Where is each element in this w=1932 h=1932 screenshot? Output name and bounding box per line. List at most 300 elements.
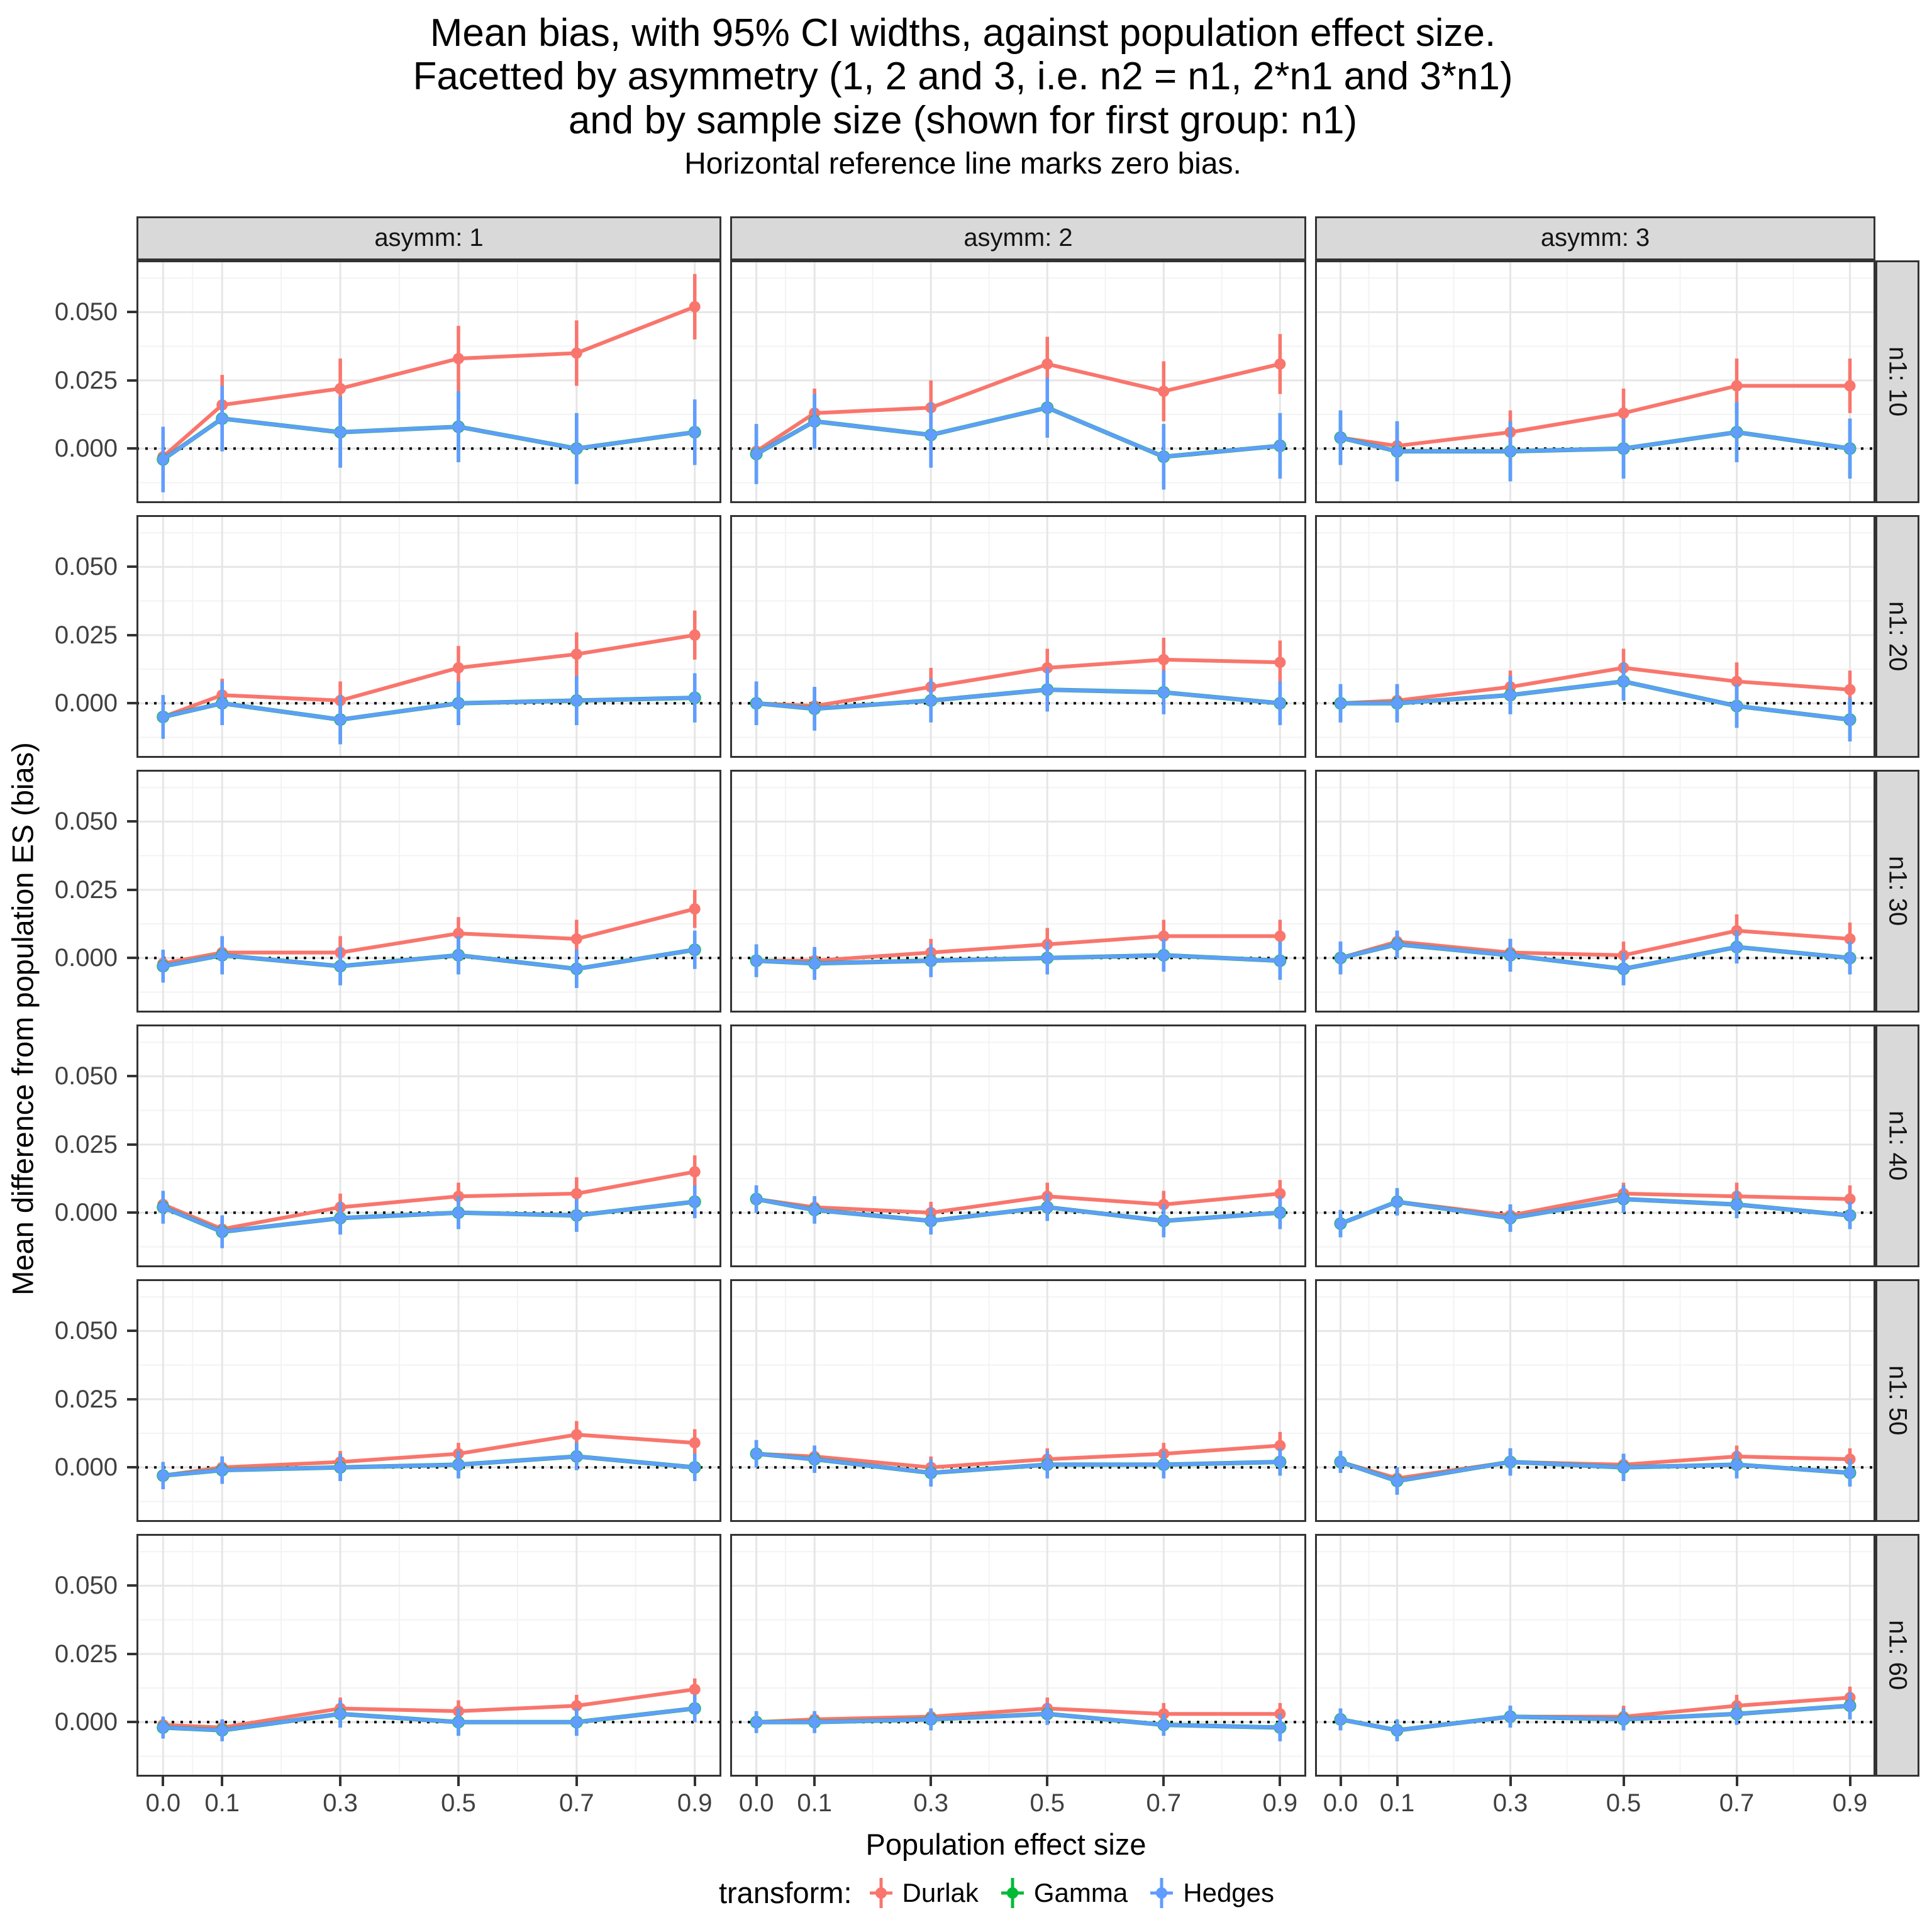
data-point xyxy=(571,695,582,706)
panel-plot xyxy=(1315,260,1875,503)
y-tick-label: 0.000 xyxy=(54,435,118,463)
data-point xyxy=(1731,701,1743,712)
panel-plot xyxy=(136,770,721,1013)
panel-background xyxy=(136,1279,721,1522)
y-tick-mark xyxy=(127,1653,136,1655)
y-axis-ticks xyxy=(6,515,136,758)
data-point xyxy=(1845,443,1856,454)
data-point xyxy=(1158,1459,1169,1470)
title-line-1: Mean bias, with 95% CI widths, against population effect size. xyxy=(430,11,1496,55)
legend-title: transform: xyxy=(718,1876,852,1910)
data-point xyxy=(1731,941,1743,953)
data-point xyxy=(216,1226,228,1238)
data-point xyxy=(751,448,762,460)
data-point xyxy=(216,697,228,709)
x-tick-label: 0.3 xyxy=(1492,1789,1528,1817)
data-point xyxy=(1158,1719,1169,1731)
data-point xyxy=(809,958,820,969)
facet-row-strip-label: n1: 40 xyxy=(1884,1111,1912,1181)
panel-plot xyxy=(1315,770,1875,1013)
facet-panel xyxy=(136,1534,721,1777)
data-point xyxy=(1274,358,1285,370)
y-tick-mark xyxy=(127,1143,136,1146)
data-point xyxy=(453,1459,464,1470)
data-point xyxy=(453,1716,464,1728)
data-point xyxy=(1274,697,1285,709)
data-point xyxy=(1158,950,1169,961)
facet-row-strip-label: n1: 10 xyxy=(1884,347,1912,417)
panel-row xyxy=(6,1534,1919,1777)
data-point xyxy=(925,1714,936,1725)
x-tick-mark xyxy=(1340,1777,1342,1786)
panel-row xyxy=(6,770,1919,1013)
data-point xyxy=(1274,930,1285,941)
y-tick-label: 0.050 xyxy=(54,553,118,581)
data-point xyxy=(1392,446,1403,457)
y-axis-ticks xyxy=(6,1279,136,1522)
data-point xyxy=(1158,654,1169,665)
gamma-pointrange-icon xyxy=(997,1875,1028,1911)
data-point xyxy=(809,1716,820,1728)
data-point xyxy=(335,714,346,725)
panel-background xyxy=(136,770,721,1013)
data-point xyxy=(453,662,464,674)
facet-column-strip: asymm: 1 xyxy=(136,216,721,260)
data-point xyxy=(925,1467,936,1479)
facet-panel xyxy=(1315,1279,1875,1522)
data-point xyxy=(689,1684,701,1695)
x-tick-label: 0.7 xyxy=(1146,1789,1182,1817)
panel-plot xyxy=(136,1279,721,1522)
data-point xyxy=(689,1437,701,1448)
y-tick-label: 0.025 xyxy=(54,1385,118,1413)
data-point xyxy=(1731,1459,1743,1470)
x-axis-ticks xyxy=(136,1777,721,1824)
x-tick-mark xyxy=(457,1777,460,1786)
panel-row xyxy=(6,260,1919,503)
y-tick-mark xyxy=(127,957,136,959)
x-axis-title: Population effect size xyxy=(865,1827,1146,1861)
data-point xyxy=(925,1215,936,1226)
data-point xyxy=(1731,426,1743,438)
x-tick-label: 0.1 xyxy=(797,1789,832,1817)
data-point xyxy=(453,1207,464,1218)
y-tick-mark xyxy=(127,702,136,704)
x-tick-mark xyxy=(813,1777,816,1786)
data-point xyxy=(571,1188,582,1199)
panel-plot xyxy=(730,515,1306,758)
data-point xyxy=(571,648,582,660)
data-point xyxy=(1335,952,1346,963)
panel-plot xyxy=(136,1534,721,1777)
y-tick-label: 0.050 xyxy=(54,298,118,326)
panel-plot xyxy=(730,1279,1306,1522)
panel-plot xyxy=(730,260,1306,503)
data-point xyxy=(571,1716,582,1728)
y-tick-label: 0.050 xyxy=(54,808,118,836)
facet-panel xyxy=(1315,1024,1875,1267)
data-point xyxy=(809,416,820,427)
data-point xyxy=(1274,1722,1285,1733)
y-tick-mark xyxy=(127,565,136,568)
panel-background xyxy=(1315,770,1875,1013)
data-point xyxy=(1845,1210,1856,1221)
data-point xyxy=(335,426,346,438)
data-point xyxy=(453,697,464,709)
data-point xyxy=(216,413,228,424)
facet-row-strip xyxy=(1875,1024,1919,1267)
data-point xyxy=(751,697,762,709)
data-point xyxy=(1335,697,1346,709)
facet-row-strip xyxy=(1875,515,1919,758)
data-point xyxy=(1392,697,1403,709)
data-point xyxy=(1618,1462,1629,1473)
data-point xyxy=(335,383,346,394)
y-tick-label: 0.025 xyxy=(54,875,118,904)
x-tick-mark xyxy=(1279,1777,1281,1786)
data-point xyxy=(1335,1714,1346,1725)
legend-items xyxy=(866,1875,1294,1911)
facet-panel xyxy=(1315,515,1875,758)
x-tick-mark xyxy=(1046,1777,1048,1786)
x-tick-mark xyxy=(1396,1777,1399,1786)
data-point xyxy=(1845,1467,1856,1479)
below-plot-area xyxy=(136,1827,1875,1911)
data-point xyxy=(1041,1708,1053,1719)
data-point xyxy=(335,1213,346,1224)
data-point xyxy=(571,347,582,358)
chart-subtitle: Horizontal reference line marks zero bias. xyxy=(684,147,1241,181)
panel-background xyxy=(1315,515,1875,758)
x-tick-mark xyxy=(1849,1777,1852,1786)
facet-row-strip-label: n1: 60 xyxy=(1884,1620,1912,1690)
facet-row-strip xyxy=(1875,770,1919,1013)
y-tick-mark xyxy=(127,1211,136,1214)
facet-grid xyxy=(6,216,1919,1824)
y-tick-label: 0.050 xyxy=(54,1062,118,1091)
data-point xyxy=(335,960,346,972)
data-point xyxy=(1274,1456,1285,1467)
facet-row-strip xyxy=(1875,1534,1919,1777)
x-tick-mark xyxy=(694,1777,696,1786)
facet-panel xyxy=(1315,770,1875,1013)
data-point xyxy=(1158,1215,1169,1226)
durlak-pointrange-icon xyxy=(866,1875,896,1911)
title-line-2: Facetted by asymmetry (1, 2 and 3, i.e. n2 = n1, 2*n1 and 3*n1) xyxy=(413,55,1513,99)
y-axis-ticks xyxy=(6,770,136,1013)
data-point xyxy=(1274,657,1285,668)
x-axis-ticks xyxy=(1315,1777,1875,1824)
data-point xyxy=(809,703,820,714)
legend-item-gamma xyxy=(997,1875,1128,1911)
data-point xyxy=(1845,952,1856,963)
panel-background xyxy=(730,515,1306,758)
facet-panel xyxy=(730,1534,1306,1777)
x-tick-label: 0.5 xyxy=(441,1789,476,1817)
y-axis-ticks xyxy=(6,1024,136,1267)
data-point xyxy=(1731,380,1743,391)
y-tick-mark xyxy=(127,1398,136,1401)
panel-plot xyxy=(136,515,721,758)
data-point xyxy=(1845,714,1856,725)
data-point xyxy=(689,426,701,438)
facet-panel xyxy=(730,1024,1306,1267)
panel-row xyxy=(6,515,1919,758)
data-point xyxy=(1335,1456,1346,1467)
panel-background xyxy=(1315,1024,1875,1267)
data-point xyxy=(1392,938,1403,950)
panel-plot xyxy=(1315,1024,1875,1267)
panel-plot xyxy=(1315,1279,1875,1522)
data-point xyxy=(689,692,701,703)
data-point xyxy=(689,903,701,914)
y-tick-label: 0.025 xyxy=(54,1640,118,1668)
data-point xyxy=(689,1196,701,1208)
data-point xyxy=(689,1462,701,1473)
facet-panel xyxy=(730,260,1306,503)
facet-panel xyxy=(730,1279,1306,1522)
data-point xyxy=(1505,1711,1516,1722)
data-point xyxy=(1041,402,1053,413)
panel-row xyxy=(6,1024,1919,1267)
x-tick-mark xyxy=(221,1777,223,1786)
x-tick-mark xyxy=(930,1777,932,1786)
panel-row xyxy=(6,1279,1919,1522)
data-point xyxy=(571,1451,582,1462)
facet-row-strip-label: n1: 30 xyxy=(1884,856,1912,926)
facet-panel xyxy=(730,515,1306,758)
data-point xyxy=(1392,1475,1403,1487)
y-tick-mark xyxy=(127,1584,136,1587)
data-point xyxy=(689,1702,701,1714)
data-point xyxy=(1158,451,1169,462)
data-point xyxy=(216,1724,228,1736)
y-tick-label: 0.000 xyxy=(54,1453,118,1482)
data-point xyxy=(1618,963,1629,975)
y-tick-label: 0.000 xyxy=(54,689,118,718)
y-axis-ticks xyxy=(6,260,136,503)
y-tick-label: 0.025 xyxy=(54,366,118,394)
data-point xyxy=(1505,446,1516,457)
data-point xyxy=(1618,675,1629,687)
panel-background xyxy=(730,260,1306,503)
data-point xyxy=(1845,1700,1856,1711)
data-point xyxy=(453,950,464,961)
x-tick-mark xyxy=(1736,1777,1738,1786)
facet-panel xyxy=(1315,1534,1875,1777)
facet-row-strip xyxy=(1875,260,1919,503)
data-point xyxy=(1041,952,1053,963)
x-tick-label: 0.0 xyxy=(738,1789,774,1817)
facet-panel xyxy=(136,515,721,758)
x-axis-row xyxy=(6,1777,1919,1824)
legend-item-label: Durlak xyxy=(902,1877,979,1907)
data-point xyxy=(453,421,464,432)
x-tick-label: 0.7 xyxy=(559,1789,594,1817)
data-point xyxy=(1505,689,1516,701)
data-point xyxy=(216,950,228,961)
data-point xyxy=(571,1429,582,1440)
y-tick-mark xyxy=(127,1330,136,1332)
panel-background xyxy=(136,260,721,503)
legend-item-durlak xyxy=(866,1875,979,1911)
y-tick-label: 0.050 xyxy=(54,1317,118,1345)
facet-panel xyxy=(136,260,721,503)
data-point xyxy=(751,1448,762,1459)
y-tick-mark xyxy=(127,379,136,382)
panel-background xyxy=(1315,260,1875,503)
y-tick-mark xyxy=(127,820,136,823)
y-tick-label: 0.050 xyxy=(54,1572,118,1600)
data-point xyxy=(809,1453,820,1465)
data-point xyxy=(751,1193,762,1204)
y-axis-ticks xyxy=(6,1534,136,1777)
facet-panel xyxy=(730,770,1306,1013)
panel-plot xyxy=(136,260,721,503)
x-tick-mark xyxy=(1162,1777,1165,1786)
facet-column-strip: asymm: 2 xyxy=(730,216,1306,260)
data-point xyxy=(1505,1456,1516,1467)
data-point xyxy=(453,353,464,364)
data-point xyxy=(216,1465,228,1476)
x-tick-mark xyxy=(1509,1777,1512,1786)
legend-item-label: Hedges xyxy=(1183,1877,1275,1907)
y-tick-mark xyxy=(127,311,136,313)
data-point xyxy=(1731,1199,1743,1210)
legend-item-label: Gamma xyxy=(1033,1877,1128,1907)
data-point xyxy=(925,695,936,706)
data-point xyxy=(1335,432,1346,443)
facet-row-strip xyxy=(1875,1279,1919,1522)
title-line-3: and by sample size (shown for first group: n1) xyxy=(568,98,1358,142)
data-point xyxy=(1335,1218,1346,1230)
y-axis-title: Mean difference from population ES (bias) xyxy=(6,742,40,1296)
panel-background xyxy=(730,1534,1306,1777)
data-point xyxy=(1845,684,1856,695)
y-tick-label: 0.000 xyxy=(54,1199,118,1227)
panel-background xyxy=(136,1534,721,1777)
data-point xyxy=(751,1716,762,1728)
chart-header xyxy=(6,11,1919,182)
x-tick-label: 0.5 xyxy=(1606,1789,1641,1817)
data-point xyxy=(157,1722,169,1733)
data-point xyxy=(157,960,169,972)
legend xyxy=(136,1875,1875,1911)
data-point xyxy=(157,1470,169,1481)
panel-plot xyxy=(1315,1534,1875,1777)
data-point xyxy=(751,955,762,967)
panel-plot xyxy=(730,1024,1306,1267)
panel-background xyxy=(730,770,1306,1013)
data-point xyxy=(689,301,701,313)
x-tick-label: 0.0 xyxy=(145,1789,181,1817)
x-tick-label: 0.9 xyxy=(677,1789,713,1817)
data-point xyxy=(1505,1213,1516,1224)
facet-panel xyxy=(136,770,721,1013)
data-point xyxy=(157,711,169,723)
data-point xyxy=(1845,380,1856,391)
panel-background xyxy=(730,1279,1306,1522)
data-point xyxy=(1618,408,1629,419)
data-point xyxy=(689,630,701,641)
y-tick-label: 0.025 xyxy=(54,1130,118,1158)
data-point xyxy=(1041,1459,1053,1470)
data-point xyxy=(1041,1201,1053,1213)
facet-row-strip-label: n1: 50 xyxy=(1884,1365,1912,1436)
data-point xyxy=(571,1210,582,1221)
facet-strip-row xyxy=(6,216,1919,260)
x-tick-label: 0.1 xyxy=(1379,1789,1415,1817)
data-point xyxy=(1041,358,1053,370)
x-tick-label: 0.7 xyxy=(1719,1789,1755,1817)
data-point xyxy=(809,1204,820,1216)
y-tick-label: 0.000 xyxy=(54,944,118,972)
data-point xyxy=(1392,1724,1403,1736)
data-point xyxy=(1392,1196,1403,1208)
y-tick-mark xyxy=(127,889,136,891)
x-tick-label: 0.1 xyxy=(204,1789,240,1817)
x-axis-ticks xyxy=(730,1777,1306,1824)
x-tick-mark xyxy=(1623,1777,1625,1786)
data-point xyxy=(335,1462,346,1473)
data-point xyxy=(157,454,169,465)
x-tick-mark xyxy=(339,1777,341,1786)
data-point xyxy=(1618,1714,1629,1725)
y-tick-mark xyxy=(127,1466,136,1468)
data-point xyxy=(1041,684,1053,695)
panel-plot xyxy=(730,1534,1306,1777)
panel-plot xyxy=(730,770,1306,1013)
data-point xyxy=(1274,1207,1285,1218)
x-tick-label: 0.3 xyxy=(913,1789,948,1817)
y-tick-mark xyxy=(127,634,136,636)
data-point xyxy=(925,955,936,967)
facet-panel xyxy=(136,1279,721,1522)
panel-plot xyxy=(136,1024,721,1267)
x-tick-label: 0.5 xyxy=(1030,1789,1065,1817)
data-point xyxy=(571,963,582,975)
data-point xyxy=(1618,1193,1629,1204)
panel-background xyxy=(730,1024,1306,1267)
x-tick-label: 0.9 xyxy=(1262,1789,1298,1817)
x-tick-mark xyxy=(162,1777,164,1786)
panel-background xyxy=(1315,1534,1875,1777)
data-point xyxy=(689,1166,701,1177)
panel-plot xyxy=(1315,515,1875,758)
data-point xyxy=(1274,955,1285,967)
data-point xyxy=(571,443,582,454)
x-tick-label: 0.3 xyxy=(323,1789,358,1817)
y-tick-mark xyxy=(127,1075,136,1077)
legend-item-hedges xyxy=(1146,1875,1274,1911)
y-tick-label: 0.000 xyxy=(54,1708,118,1736)
data-point xyxy=(335,1708,346,1719)
panel-background xyxy=(136,515,721,758)
y-tick-mark xyxy=(127,1721,136,1723)
hedges-pointrange-icon xyxy=(1146,1875,1177,1911)
y-tick-mark xyxy=(127,447,136,450)
data-point xyxy=(1158,386,1169,397)
x-tick-label: 0.0 xyxy=(1323,1789,1358,1817)
facet-row-strip-label: n1: 20 xyxy=(1884,601,1912,672)
data-point xyxy=(925,429,936,440)
x-tick-mark xyxy=(755,1777,758,1786)
data-point xyxy=(1505,950,1516,961)
data-point xyxy=(157,1201,169,1213)
data-point xyxy=(1158,687,1169,698)
facet-panel xyxy=(1315,260,1875,503)
x-tick-label: 0.9 xyxy=(1832,1789,1868,1817)
